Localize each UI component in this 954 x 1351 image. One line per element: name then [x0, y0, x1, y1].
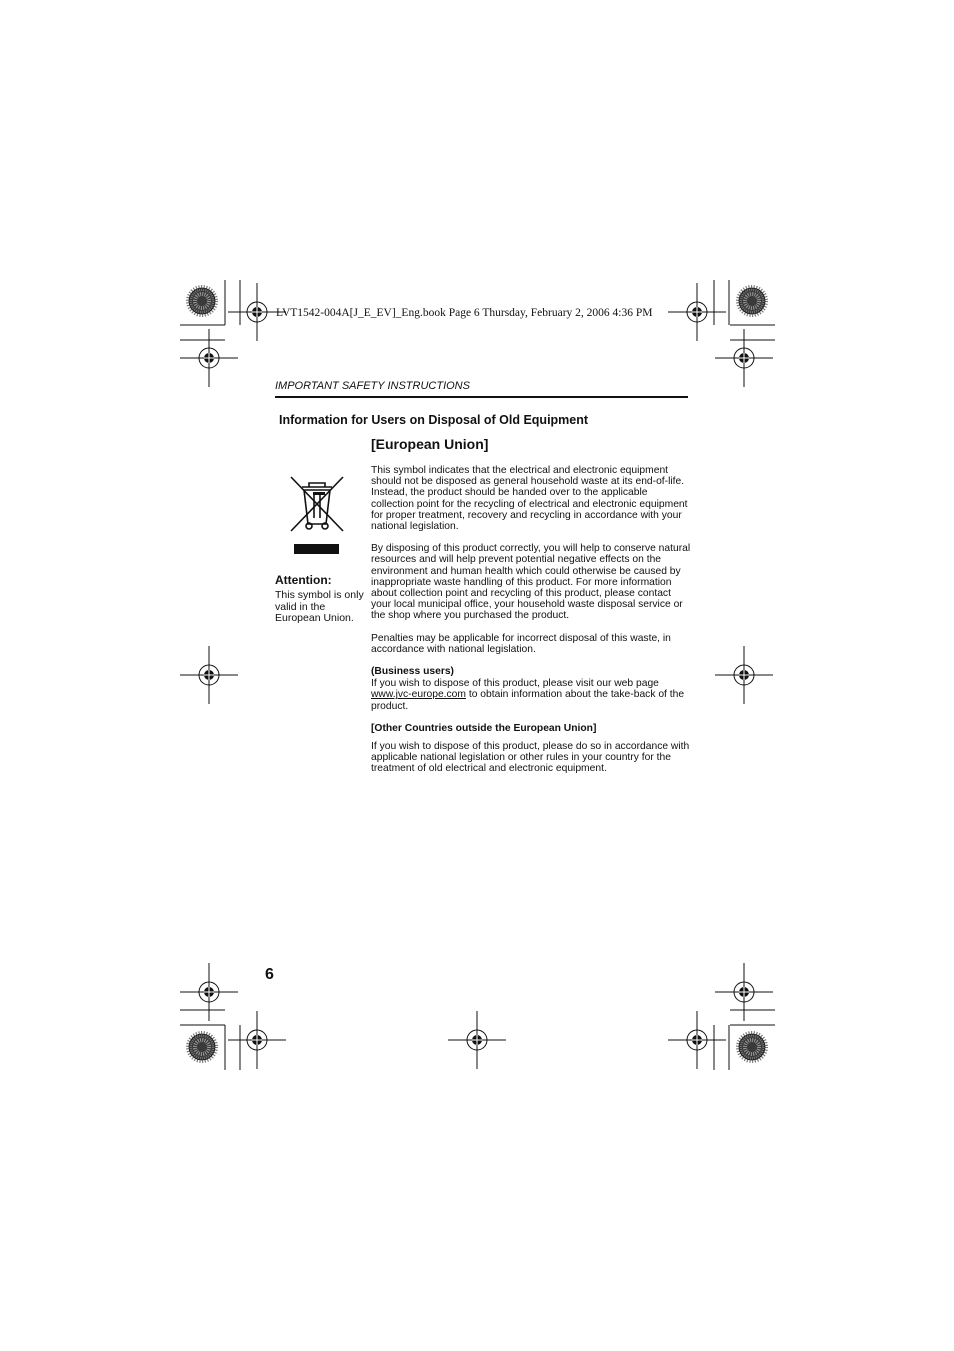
registration-mark-icon	[715, 329, 773, 387]
business-paragraph: If you wish to dispose of this product, please visit our web page www.jvc-europe.com to obtain information about the take-back of the product.	[371, 678, 685, 712]
print-info: LVT1542-004A[J_E_EV]_Eng.book Page 6 Thursday, February 2, 2006 4:36 PM	[276, 307, 653, 319]
section-title: Information for Users on Disposal of Old Equipment	[279, 413, 589, 427]
page-number: 6	[265, 966, 274, 983]
jvc-europe-link[interactable]: www.jvc-europe.com	[371, 689, 466, 701]
eu-paragraph: Penalties may be applicable for incorrect disposal of this waste, in accordance with national legislation.	[371, 632, 671, 655]
eu-paragraph: By disposing of this product correctly, you will help to conserve natural resources and will help prevent potential negative effects on the environment and human health which could otherwise be caused by inappropriate waste handling of this product. For more information about collection point and recycling of this product, please contact your local municipal office, your household waste disposal service or the shop where you purchased the product.	[371, 543, 691, 622]
header-rule	[275, 396, 688, 398]
registration-mark-icon	[448, 1011, 506, 1069]
registration-mark-icon	[228, 1011, 286, 1069]
other-countries-paragraph: If you wish to dispose of this product, please do so in accordance with applicable national legislation or other rules in your country for the treatment of old electrical and electronic equipment.	[371, 741, 690, 775]
eu-heading: [European Union]	[371, 436, 489, 452]
registration-mark-icon	[180, 329, 238, 387]
registration-mark-icon	[715, 963, 773, 1021]
registration-mark-icon	[668, 283, 726, 341]
attention-text: This symbol is only valid in the European Union.	[275, 589, 364, 624]
header-title: IMPORTANT SAFETY INSTRUCTIONS	[275, 380, 470, 392]
color-target-icon	[189, 288, 215, 314]
crossed-out-wheelie-bin-icon	[287, 474, 347, 558]
color-target-icon	[189, 1034, 215, 1060]
color-target-icon	[739, 1034, 765, 1060]
color-target-icon	[739, 288, 765, 314]
registration-mark-icon	[668, 1011, 726, 1069]
other-countries-heading: [Other Countries outside the European Union]	[371, 722, 597, 734]
registration-mark-icon	[715, 646, 773, 704]
business-heading: (Business users)	[371, 666, 454, 678]
registration-mark-icon	[180, 646, 238, 704]
eu-paragraph: This symbol indicates that the electrical and electronic equipment should not be disposed as general household waste at its end-of-life. Instead, the product should be handed over to the applicable collection point for the recycling of electrical and electronic equipment for proper treatment, recovery and recycling in accordance with your national legislation.	[371, 465, 688, 533]
registration-mark-icon	[180, 963, 238, 1021]
attention-title: Attention:	[275, 573, 332, 587]
body-text	[371, 465, 691, 786]
